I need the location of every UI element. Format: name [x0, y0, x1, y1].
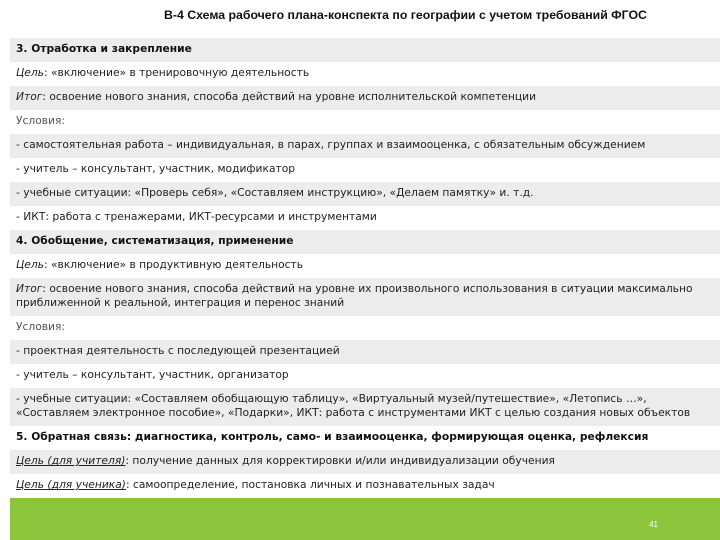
section-4-result: [10, 278, 720, 316]
page-number: 41: [649, 520, 658, 529]
section-4-item: - учебные ситуации: «Составляем обобщающую таблицу», «Виртуальный музей/путешествие», «Летопись …», «Составляем электронное пособие», «Подарки», ИКТ: работа с инструментами ИКТ с целью создания новых объектов: [10, 388, 720, 426]
result-text: : освоение нового знания, способа действий на уровне их произвольного использования в ситуации максимально приближенной к реальной, интеграция и перенос знаний: [16, 282, 693, 309]
section-3-item: - учебные ситуации: «Проверь себя», «Составляем инструкцию», «Делаем памятку» и. т.д.: [10, 182, 720, 206]
result-label: Итог: [16, 282, 43, 295]
section-5-teacher-goal: [10, 450, 720, 474]
slide-title: В-4 Схема рабочего плана-конспекта по географии с учетом требований ФГОС: [164, 8, 647, 22]
footer-bar: [10, 498, 720, 540]
section-4-goal: [10, 254, 720, 278]
section-3-heading: 3. Отработка и закрепление: [10, 38, 720, 62]
student-goal-text: : самоопределение, постановка личных и познавательных задач: [125, 478, 495, 491]
goal-label: Цель: [16, 258, 45, 271]
section-3-result: [10, 86, 720, 110]
goal-text: : «включение» в тренировочную деятельность: [44, 66, 310, 79]
plan-table: [10, 38, 720, 498]
section-4-item: - учитель – консультант, участник, организатор: [10, 364, 720, 388]
section-3-conditions: Условия:: [10, 110, 720, 134]
result-label: Итог: [16, 90, 43, 103]
section-5-student-goal: [10, 474, 720, 498]
teacher-goal-label: Цель (для учителя): [16, 454, 126, 467]
section-3-goal: [10, 62, 720, 86]
goal-label: Цель: [16, 66, 45, 79]
section-5-heading: 5. Обратная связь: диагностика, контроль, само- и взаимооценка, формирующая оценка, рефлексия: [10, 426, 720, 450]
section-4-conditions: Условия:: [10, 316, 720, 340]
section-3-item: - самостоятельная работа – индивидуальная, в парах, группах и взаимооценка, с обязательным обсуждением: [10, 134, 720, 158]
section-4-heading: 4. Обобщение, систематизация, применение: [10, 230, 720, 254]
section-4-item: - проектная деятельность с последующей презентацией: [10, 340, 720, 364]
teacher-goal-text: : получение данных для корректировки и/или индивидуализации обучения: [125, 454, 555, 467]
goal-text: : «включение» в продуктивную деятельность: [44, 258, 304, 271]
section-3-item: - учитель – консультант, участник, модификатор: [10, 158, 720, 182]
student-goal-label: Цель (для ученика): [16, 478, 126, 491]
result-text: : освоение нового знания, способа действий на уровне исполнительской компетенции: [42, 90, 537, 103]
section-3-item: - ИКТ: работа с тренажерами, ИКТ-ресурсами и инструментами: [10, 206, 720, 230]
